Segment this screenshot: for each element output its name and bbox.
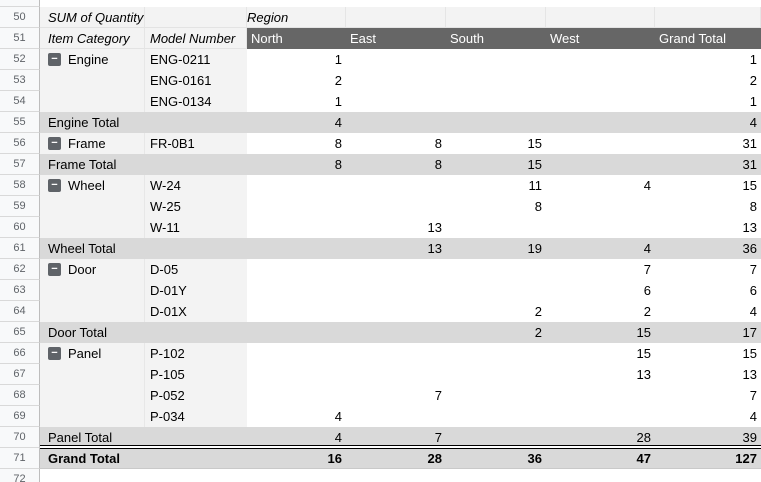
item-category-cell[interactable] [40,217,145,238]
value-cell[interactable] [446,427,546,448]
column-header-west[interactable]: West [546,28,655,49]
row-cells [40,469,761,482]
value-cell[interactable]: 16 [247,449,346,468]
model-number-cell[interactable]: P-102 [145,343,247,364]
item-category-header[interactable]: Item Category [40,28,145,49]
row-number[interactable]: 62 [0,259,40,280]
value-cell[interactable]: 15 [636,346,651,361]
subtotal-label-cell[interactable]: Door Total [40,322,247,343]
value-cell[interactable]: 2 [643,304,651,319]
value-cell[interactable]: 6 [643,283,651,298]
sheet-row-58 [0,175,761,196]
sheet-row-53 [0,70,761,91]
value-cell[interactable]: 28 [546,427,655,448]
column-header-north[interactable]: North [247,28,346,49]
sheet-row-62 [0,259,761,280]
value-cell[interactable]: 1 [334,94,342,109]
collapse-minus-icon[interactable]: − [48,179,61,192]
value-cell[interactable] [247,343,346,364]
value-cell[interactable]: 11 [528,178,542,193]
subtotal-label-cell[interactable]: Panel Total [40,427,247,448]
value-cell[interactable]: 15 [527,136,542,151]
item-category-label: Engine [68,52,109,67]
value-cell[interactable]: 36 [446,449,546,468]
value-cell[interactable]: 39 [655,427,761,448]
value-cell[interactable]: 2 [534,304,542,319]
value-cell[interactable] [346,91,446,112]
model-number-cell[interactable]: W-24 [145,175,247,196]
column-header-east[interactable]: East [346,28,446,49]
item-category-cell[interactable] [40,49,145,70]
model-number-cell[interactable]: W-11 [145,217,247,238]
collapse-minus-icon[interactable]: − [48,53,61,66]
value-cell[interactable] [446,91,546,112]
sheet-row-56 [0,133,761,154]
item-category-label: Wheel [68,178,105,193]
value-cell[interactable]: 4 [655,112,761,133]
row-number[interactable]: 66 [0,343,40,364]
item-category-cell[interactable] [40,280,145,301]
value-cell[interactable] [346,322,446,343]
sheet-row-59 [0,196,761,217]
value-cell[interactable]: 7 [346,427,446,448]
row-number[interactable]: 55 [0,112,40,133]
value-cell[interactable]: 13 [742,367,757,382]
value-cell[interactable] [346,301,446,322]
item-category-cell[interactable] [40,385,145,406]
value-cell[interactable] [247,280,346,301]
value-cell[interactable] [346,280,446,301]
value-cell[interactable] [546,406,655,427]
item-category-cell[interactable] [40,91,145,112]
value-cell[interactable] [546,49,655,70]
value-cell[interactable]: 13 [346,238,446,259]
sheet-row-69 [0,406,761,427]
value-cell[interactable] [546,154,655,175]
sheet-row-72 [0,469,761,482]
row-cells [40,217,761,238]
value-cell[interactable] [247,322,346,343]
model-number-cell[interactable]: ENG-0134 [145,91,247,112]
sheet-row-55 [0,112,761,133]
value-cell[interactable] [247,469,346,482]
value-cell[interactable]: 13 [636,367,651,382]
sheet-row-51 [0,28,761,49]
row-cells [40,259,761,280]
value-cell[interactable]: 15 [742,346,757,361]
row-number[interactable]: 61 [0,238,40,259]
value-cell[interactable] [546,91,655,112]
value-cell[interactable]: 7 [749,262,757,277]
sheet-row-54 [0,91,761,112]
value-cell[interactable] [346,49,446,70]
model-number-cell[interactable]: P-105 [145,364,247,385]
value-cell[interactable] [546,70,655,91]
sheet-row-partial-top [0,0,761,7]
row-cells [40,91,761,112]
value-cell[interactable]: 7 [434,388,442,403]
value-cell[interactable] [247,301,346,322]
row-number[interactable]: 72 [0,469,40,482]
value-cell[interactable] [346,175,446,196]
pivot-title-cell[interactable]: SUM of Quantity [40,7,145,28]
row-cells [40,343,761,364]
row-cells [40,154,761,175]
row-cells [40,448,761,469]
value-cell[interactable]: 15 [446,154,546,175]
empty-cell[interactable] [346,7,446,28]
item-category-cell[interactable] [40,406,145,427]
value-cell[interactable]: 4 [546,238,655,259]
value-cell[interactable] [546,133,655,154]
value-cell[interactable] [346,343,446,364]
row-number[interactable]: 59 [0,196,40,217]
model-number-cell[interactable]: ENG-0161 [145,70,247,91]
value-cell[interactable] [546,112,655,133]
model-number-cell[interactable]: D-05 [145,259,247,280]
value-cell[interactable] [546,196,655,217]
value-cell[interactable]: 15 [742,178,757,193]
sheet-row-63 [0,280,761,301]
value-cell[interactable] [446,217,546,238]
item-category-cell[interactable] [40,175,145,196]
row-number[interactable]: 63 [0,280,40,301]
empty-cell[interactable] [40,0,761,7]
value-cell[interactable]: 1 [749,94,757,109]
row-number[interactable]: 50 [0,7,40,28]
row-number[interactable]: 58 [0,175,40,196]
row-cells [40,322,761,343]
row-number[interactable]: 64 [0,301,40,322]
model-number-cell[interactable]: D-01X [145,301,247,322]
value-cell[interactable] [346,469,446,482]
value-cell[interactable] [446,49,546,70]
value-cell[interactable]: 31 [655,154,761,175]
sheet-row-52 [0,49,761,70]
value-cell[interactable] [446,385,546,406]
sheet-row-66 [0,343,761,364]
value-cell[interactable] [446,364,546,385]
value-cell[interactable]: 8 [346,154,446,175]
value-cell[interactable] [247,238,346,259]
value-cell[interactable]: 4 [334,409,342,424]
row-number[interactable]: 52 [0,49,40,70]
value-cell[interactable]: 8 [749,199,757,214]
value-cell[interactable]: 4 [247,427,346,448]
row-cells [40,70,761,91]
empty-cell[interactable] [40,469,247,482]
row-number[interactable]: 65 [0,322,40,343]
row-cells [40,385,761,406]
grand-total-label-cell[interactable]: Grand Total [40,449,247,468]
row-number[interactable]: 70 [0,427,40,448]
model-number-cell[interactable]: W-25 [145,196,247,217]
collapse-minus-icon[interactable]: − [48,347,61,360]
item-category-cell[interactable] [40,301,145,322]
value-cell[interactable]: 47 [546,449,655,468]
subtotal-label-cell[interactable]: Frame Total [40,154,247,175]
column-header-south[interactable]: South [446,28,546,49]
value-cell[interactable] [546,385,655,406]
value-cell[interactable] [446,406,546,427]
value-cell[interactable] [446,259,546,280]
item-category-cell[interactable] [40,259,145,280]
row-number[interactable]: 67 [0,364,40,385]
row-cells [40,49,761,70]
row-cells [40,175,761,196]
row-cells [40,196,761,217]
collapse-minus-icon[interactable]: − [48,137,61,150]
model-number-cell[interactable]: P-052 [145,385,247,406]
empty-cell[interactable] [145,7,247,28]
value-cell[interactable] [247,259,346,280]
empty-cell[interactable] [546,7,655,28]
row-cells [40,406,761,427]
item-category-cell[interactable] [40,364,145,385]
sheet-row-57 [0,154,761,175]
row-cells [40,301,761,322]
value-cell[interactable]: 4 [749,409,757,424]
value-cell[interactable]: 8 [247,154,346,175]
row-number[interactable]: 54 [0,91,40,112]
item-category-cell[interactable] [40,343,145,364]
value-cell[interactable] [346,406,446,427]
value-cell[interactable]: 36 [655,238,761,259]
region-label-cell[interactable]: Region [247,7,346,28]
row-number[interactable]: 56 [0,133,40,154]
value-cell[interactable] [446,343,546,364]
empty-cell[interactable] [655,7,761,28]
row-number[interactable]: 51 [0,28,40,49]
sheet-row-50 [0,7,761,28]
row-number[interactable]: 53 [0,70,40,91]
value-cell[interactable] [247,175,346,196]
sheet-row-67 [0,364,761,385]
value-cell[interactable] [446,469,546,482]
collapse-minus-icon[interactable]: − [48,263,61,276]
value-cell[interactable]: 7 [749,388,757,403]
row-cells [40,427,761,448]
sheet-row-70 [0,427,761,448]
subtotal-label-cell[interactable]: Engine Total [40,112,247,133]
row-cells [40,112,761,133]
value-cell[interactable]: 4 [749,304,757,319]
sheet-row-64 [0,301,761,322]
value-cell[interactable]: 8 [334,136,342,151]
row-number[interactable]: 57 [0,154,40,175]
item-category-cell[interactable] [40,196,145,217]
model-number-cell[interactable]: P-034 [145,406,247,427]
model-number-cell[interactable]: FR-0B1 [145,133,247,154]
value-cell[interactable]: 7 [643,262,651,277]
value-cell[interactable] [346,70,446,91]
value-cell[interactable] [546,469,655,482]
value-cell[interactable] [346,364,446,385]
value-cell[interactable] [247,364,346,385]
row-number[interactable]: 60 [0,217,40,238]
value-cell[interactable]: 17 [655,322,761,343]
value-cell[interactable]: 2 [446,322,546,343]
model-number-cell[interactable]: ENG-0211 [145,49,247,70]
value-cell[interactable] [446,70,546,91]
value-cell[interactable]: 6 [749,283,757,298]
value-cell[interactable] [446,280,546,301]
value-cell[interactable] [346,259,446,280]
value-cell[interactable]: 1 [334,52,342,67]
row-number[interactable]: 71 [0,448,40,469]
value-cell[interactable]: 15 [546,322,655,343]
value-cell[interactable]: 2 [749,73,757,88]
value-cell[interactable]: 127 [655,449,761,468]
value-cell[interactable]: 4 [247,112,346,133]
row-number[interactable]: 68 [0,385,40,406]
row-cells [40,238,761,259]
model-number-header[interactable]: Model Number [145,28,247,49]
sheet-row-71 [0,448,761,469]
item-category-label: Frame [68,136,106,151]
value-cell[interactable] [546,217,655,238]
value-cell[interactable] [655,469,761,482]
row-cells [40,280,761,301]
row-number[interactable] [0,0,40,7]
value-cell[interactable] [346,112,446,133]
value-cell[interactable]: 4 [643,178,651,193]
sheet-row-68 [0,385,761,406]
row-cells [40,133,761,154]
value-cell[interactable] [446,112,546,133]
value-cell[interactable]: 2 [334,73,342,88]
row-cells [40,364,761,385]
row-number[interactable]: 69 [0,406,40,427]
value-cell[interactable] [247,217,346,238]
value-cell[interactable]: 8 [534,199,542,214]
value-cell[interactable]: 1 [749,52,757,67]
empty-cell[interactable] [446,7,546,28]
value-cell[interactable]: 28 [346,449,446,468]
value-cell[interactable]: 19 [446,238,546,259]
value-cell[interactable] [346,196,446,217]
value-cell[interactable]: 13 [427,220,442,235]
value-cell[interactable]: 13 [742,220,757,235]
item-category-label: Door [68,262,97,277]
item-category-cell[interactable] [40,70,145,91]
sheet-row-65 [0,322,761,343]
subtotal-label-cell[interactable]: Wheel Total [40,238,247,259]
value-cell[interactable] [247,385,346,406]
value-cell[interactable]: 31 [742,136,757,151]
sheet-row-61 [0,238,761,259]
model-number-cell[interactable]: D-01Y [145,280,247,301]
column-header-grand-total[interactable]: Grand Total [655,28,761,49]
item-category-label: Panel [68,346,102,361]
item-category-cell[interactable] [40,133,145,154]
value-cell[interactable] [247,196,346,217]
value-cell[interactable]: 8 [434,136,442,151]
sheet-row-60 [0,217,761,238]
